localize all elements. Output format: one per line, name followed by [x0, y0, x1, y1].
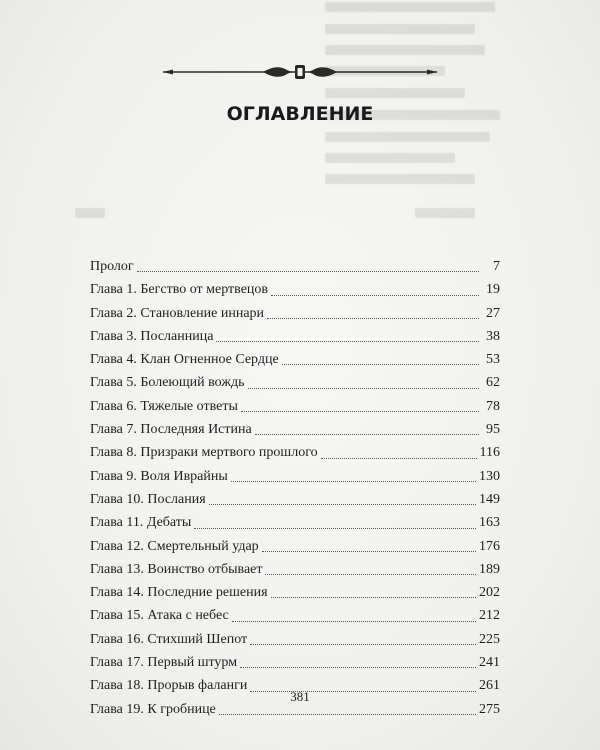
- toc-entry-title: Глава 8. Призраки мертвого прошлого: [90, 445, 318, 461]
- table-of-contents: [90, 255, 500, 721]
- toc-leader-dots: [219, 714, 476, 715]
- toc-entry-title: Глава 10. Послания: [90, 491, 206, 507]
- toc-entry-title: Глава 11. Дебаты: [90, 515, 192, 531]
- toc-entry-title: Глава 9. Воля Иврайны: [90, 468, 228, 484]
- toc-entry: [90, 441, 500, 464]
- toc-leader-dots: [137, 271, 479, 272]
- page-number: 381: [290, 689, 310, 704]
- toc-entry: [90, 348, 500, 371]
- toc-entry-page: 19: [486, 282, 500, 298]
- toc-entry: [90, 488, 500, 511]
- toc-entry-page: 130: [479, 468, 500, 484]
- toc-entry-title: Глава 6. Тяжелые ответы: [90, 398, 238, 414]
- toc-leader-dots: [248, 388, 479, 389]
- toc-entry-page: 202: [479, 585, 500, 601]
- toc-entry: [90, 651, 500, 674]
- toc-leader-dots: [240, 667, 476, 668]
- toc-entry: [90, 395, 500, 418]
- toc-entry: [90, 628, 500, 651]
- toc-leader-dots: [267, 318, 479, 319]
- toc-leader-dots: [194, 528, 476, 529]
- toc-leader-dots: [216, 341, 479, 342]
- toc-entry-page: 95: [486, 422, 500, 438]
- toc-entry-page: 163: [479, 515, 500, 531]
- toc-entry-page: 149: [479, 491, 500, 507]
- toc-leader-dots: [282, 364, 479, 365]
- toc-entry-page: 212: [479, 608, 500, 624]
- toc-leader-dots: [250, 644, 476, 645]
- toc-entry-page: 275: [479, 701, 500, 717]
- toc-entry: [90, 535, 500, 558]
- toc-entry: [90, 255, 500, 278]
- toc-entry-title: Глава 18. Прорыв фаланги: [90, 678, 248, 694]
- toc-entry-page: 53: [486, 352, 500, 368]
- toc-entry-page: 62: [486, 375, 500, 391]
- toc-leader-dots: [231, 481, 476, 482]
- toc-entry-title: Глава 13. Воинство отбывает: [90, 561, 263, 577]
- toc-entry: [90, 325, 500, 348]
- toc-entry-page: 261: [479, 678, 500, 694]
- toc-entry-title: Глава 3. Посланница: [90, 328, 214, 344]
- toc-leader-dots: [271, 597, 476, 598]
- toc-entry-page: 189: [479, 561, 500, 577]
- toc-entry-title: Глава 17. Первый штурм: [90, 655, 238, 671]
- toc-entry: [90, 604, 500, 627]
- toc-entry-title: Глава 4. Клан Огненное Сердце: [90, 352, 279, 368]
- toc-leader-dots: [255, 434, 479, 435]
- toc-leader-dots: [262, 551, 476, 552]
- toc-entry-page: 27: [486, 305, 500, 321]
- toc-entry-title: Глава 14. Последние решения: [90, 585, 268, 601]
- ornament-divider: [163, 62, 437, 82]
- toc-entry-title: Глава 5. Болеющий вождь: [90, 375, 245, 391]
- toc-entry: [90, 302, 500, 325]
- toc-entry-page: 78: [486, 398, 500, 414]
- toc-entry-title: Глава 19. К гробнице: [90, 701, 216, 717]
- toc-leader-dots: [241, 411, 479, 412]
- toc-entry-page: 176: [479, 538, 500, 554]
- toc-entry-title: Глава 12. Смертельный удар: [90, 538, 259, 554]
- toc-entry-title: Глава 2. Становление иннари: [90, 305, 265, 321]
- toc-leader-dots: [271, 295, 479, 296]
- toc-entry-title: Глава 16. Стихший Шепот: [90, 631, 248, 647]
- toc-entry: [90, 558, 500, 581]
- toc-leader-dots: [232, 621, 476, 622]
- toc-leader-dots: [265, 574, 476, 575]
- toc-entry: [90, 278, 500, 301]
- page-title: ОГЛАВЛЕНИЕ: [226, 103, 374, 125]
- toc-entry: [90, 418, 500, 441]
- toc-entry-page: 116: [479, 445, 500, 461]
- toc-entry-page: 225: [479, 631, 500, 647]
- toc-leader-dots: [321, 458, 477, 459]
- toc-entry: [90, 511, 500, 534]
- toc-entry-title: Глава 15. Атака с небес: [90, 608, 229, 624]
- toc-entry-page: 38: [486, 328, 500, 344]
- toc-entry-title: Глава 7. Последняя Истина: [90, 422, 252, 438]
- toc-entry-title: Глава 1. Бегство от мертвецов: [90, 282, 269, 298]
- toc-entry: [90, 581, 500, 604]
- toc-leader-dots: [209, 504, 476, 505]
- toc-entry-page: 7: [493, 259, 500, 274]
- toc-entry: [90, 465, 500, 488]
- toc-entry-page: 241: [479, 655, 500, 671]
- toc-entry-title: Пролог: [90, 259, 134, 274]
- toc-entry: [90, 371, 500, 394]
